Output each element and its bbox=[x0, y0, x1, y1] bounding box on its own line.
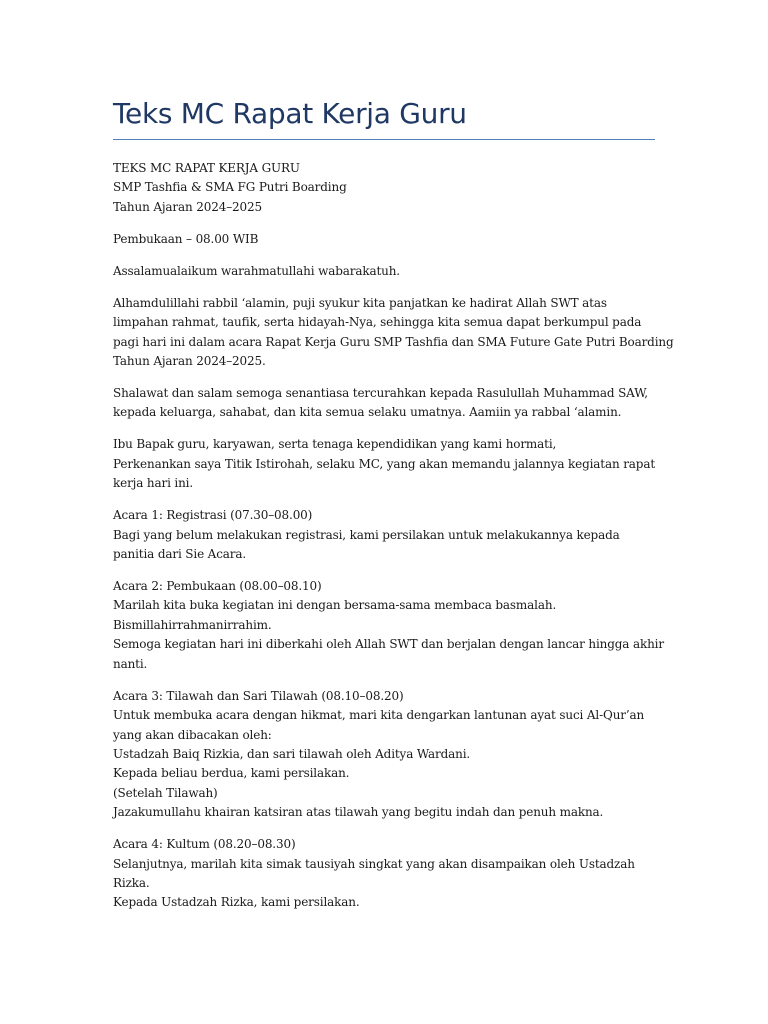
title-divider bbox=[113, 139, 655, 140]
text-line: Jazakumullahu khairan katsiran atas tilawah yang begitu indah dan penuh makna. bbox=[113, 805, 604, 820]
text-line: Acara 1: Registrasi (07.30–08.00) bbox=[113, 508, 313, 523]
text-line: TEKS MC RAPAT KERJA GURU bbox=[113, 161, 300, 175]
text-line: panitia dari Sie Acara. bbox=[113, 547, 247, 562]
text-line: Acara 4: Kultum (08.20–08.30) bbox=[113, 837, 296, 852]
text-line: Perkenankan saya Titik Istirohah, selaku MC, yang akan memandu jalannya kegiatan rapat bbox=[113, 456, 656, 471]
text-line: Bismillahirrahmanirrahim. bbox=[113, 617, 272, 632]
text-line: Acara 2: Pembukaan (08.00–08.10) bbox=[113, 579, 322, 594]
text-line: Tahun Ajaran 2024–2025 bbox=[113, 199, 262, 214]
text-line: Kepada Ustadzah Rizka, kami persilakan. bbox=[113, 895, 360, 910]
text-line: yang akan dibacakan oleh: bbox=[113, 727, 272, 742]
text-line: Ustadzah Baiq Rizkia, dan sari tilawah oleh Aditya Wardani. bbox=[113, 746, 471, 761]
text-line: Semoga kegiatan hari ini diberkahi oleh Allah SWT dan berjalan dengan lancar hingga akhir bbox=[113, 637, 664, 652]
text-line: Ibu Bapak guru, karyawan, serta tenaga kependidikan yang kami hormati, bbox=[113, 437, 557, 452]
text-line: SMP Tashfia & SMA FG Putri Boarding bbox=[113, 180, 347, 195]
text-line: Rizka. bbox=[113, 875, 150, 890]
paragraph bbox=[113, 835, 655, 913]
text-line: Acara 3: Tilawah dan Sari Tilawah (08.10–08.20) bbox=[113, 688, 404, 703]
paragraph bbox=[113, 577, 664, 674]
text-line: limpahan rahmat, taufik, serta hidayah-Nya, sehingga kita semua dapat berkumpul pada bbox=[113, 315, 642, 330]
document-title: Teks MC Rapat Kerja Guru bbox=[113, 97, 467, 130]
text-line: Kepada beliau berdua, kami persilakan. bbox=[113, 766, 350, 781]
paragraph bbox=[113, 506, 655, 564]
text-line: Selanjutnya, marilah kita simak tausiyah singkat yang akan disampaikan oleh Ustadzah bbox=[113, 856, 635, 871]
paragraph bbox=[113, 294, 674, 372]
paragraph bbox=[113, 262, 655, 281]
text-line: Pembukaan – 08.00 WIB bbox=[113, 231, 259, 246]
document-body bbox=[113, 159, 674, 913]
text-line: (Setelah Tilawah) bbox=[113, 785, 218, 800]
paragraph bbox=[113, 230, 655, 249]
text-line: Marilah kita buka kegiatan ini dengan bersama-sama membaca basmalah. bbox=[113, 598, 557, 613]
paragraph bbox=[113, 384, 655, 423]
text-line: Untuk membuka acara dengan hikmat, mari kita dengarkan lantunan ayat suci Al-Qur’an bbox=[113, 708, 645, 723]
paragraph bbox=[113, 687, 655, 823]
text-line: Alhamdulillahi rabbil ‘alamin, puji syukur kita panjatkan ke hadirat Allah SWT atas bbox=[113, 295, 607, 310]
text-line: Bagi yang belum melakukan registrasi, kami persilakan untuk melakukannya kepada bbox=[113, 527, 620, 542]
text-line: kepada keluarga, sahabat, dan kita semua selaku umatnya. Aamiin ya rabbal ‘alamin. bbox=[113, 405, 622, 420]
text-line: kerja hari ini. bbox=[113, 476, 194, 491]
text-line: nanti. bbox=[113, 656, 148, 671]
text-line: Tahun Ajaran 2024–2025. bbox=[113, 354, 266, 369]
text-line: Assalamualaikum warahmatullahi wabarakatuh. bbox=[113, 263, 400, 278]
paragraph bbox=[113, 435, 655, 493]
text-line: pagi hari ini dalam acara Rapat Kerja Guru SMP Tashfia dan SMA Future Gate Putri Boarding bbox=[113, 334, 674, 349]
text-line: Shalawat dan salam semoga senantiasa tercurahkan kepada Rasulullah Muhammad SAW, bbox=[113, 386, 648, 401]
paragraph bbox=[113, 159, 655, 217]
